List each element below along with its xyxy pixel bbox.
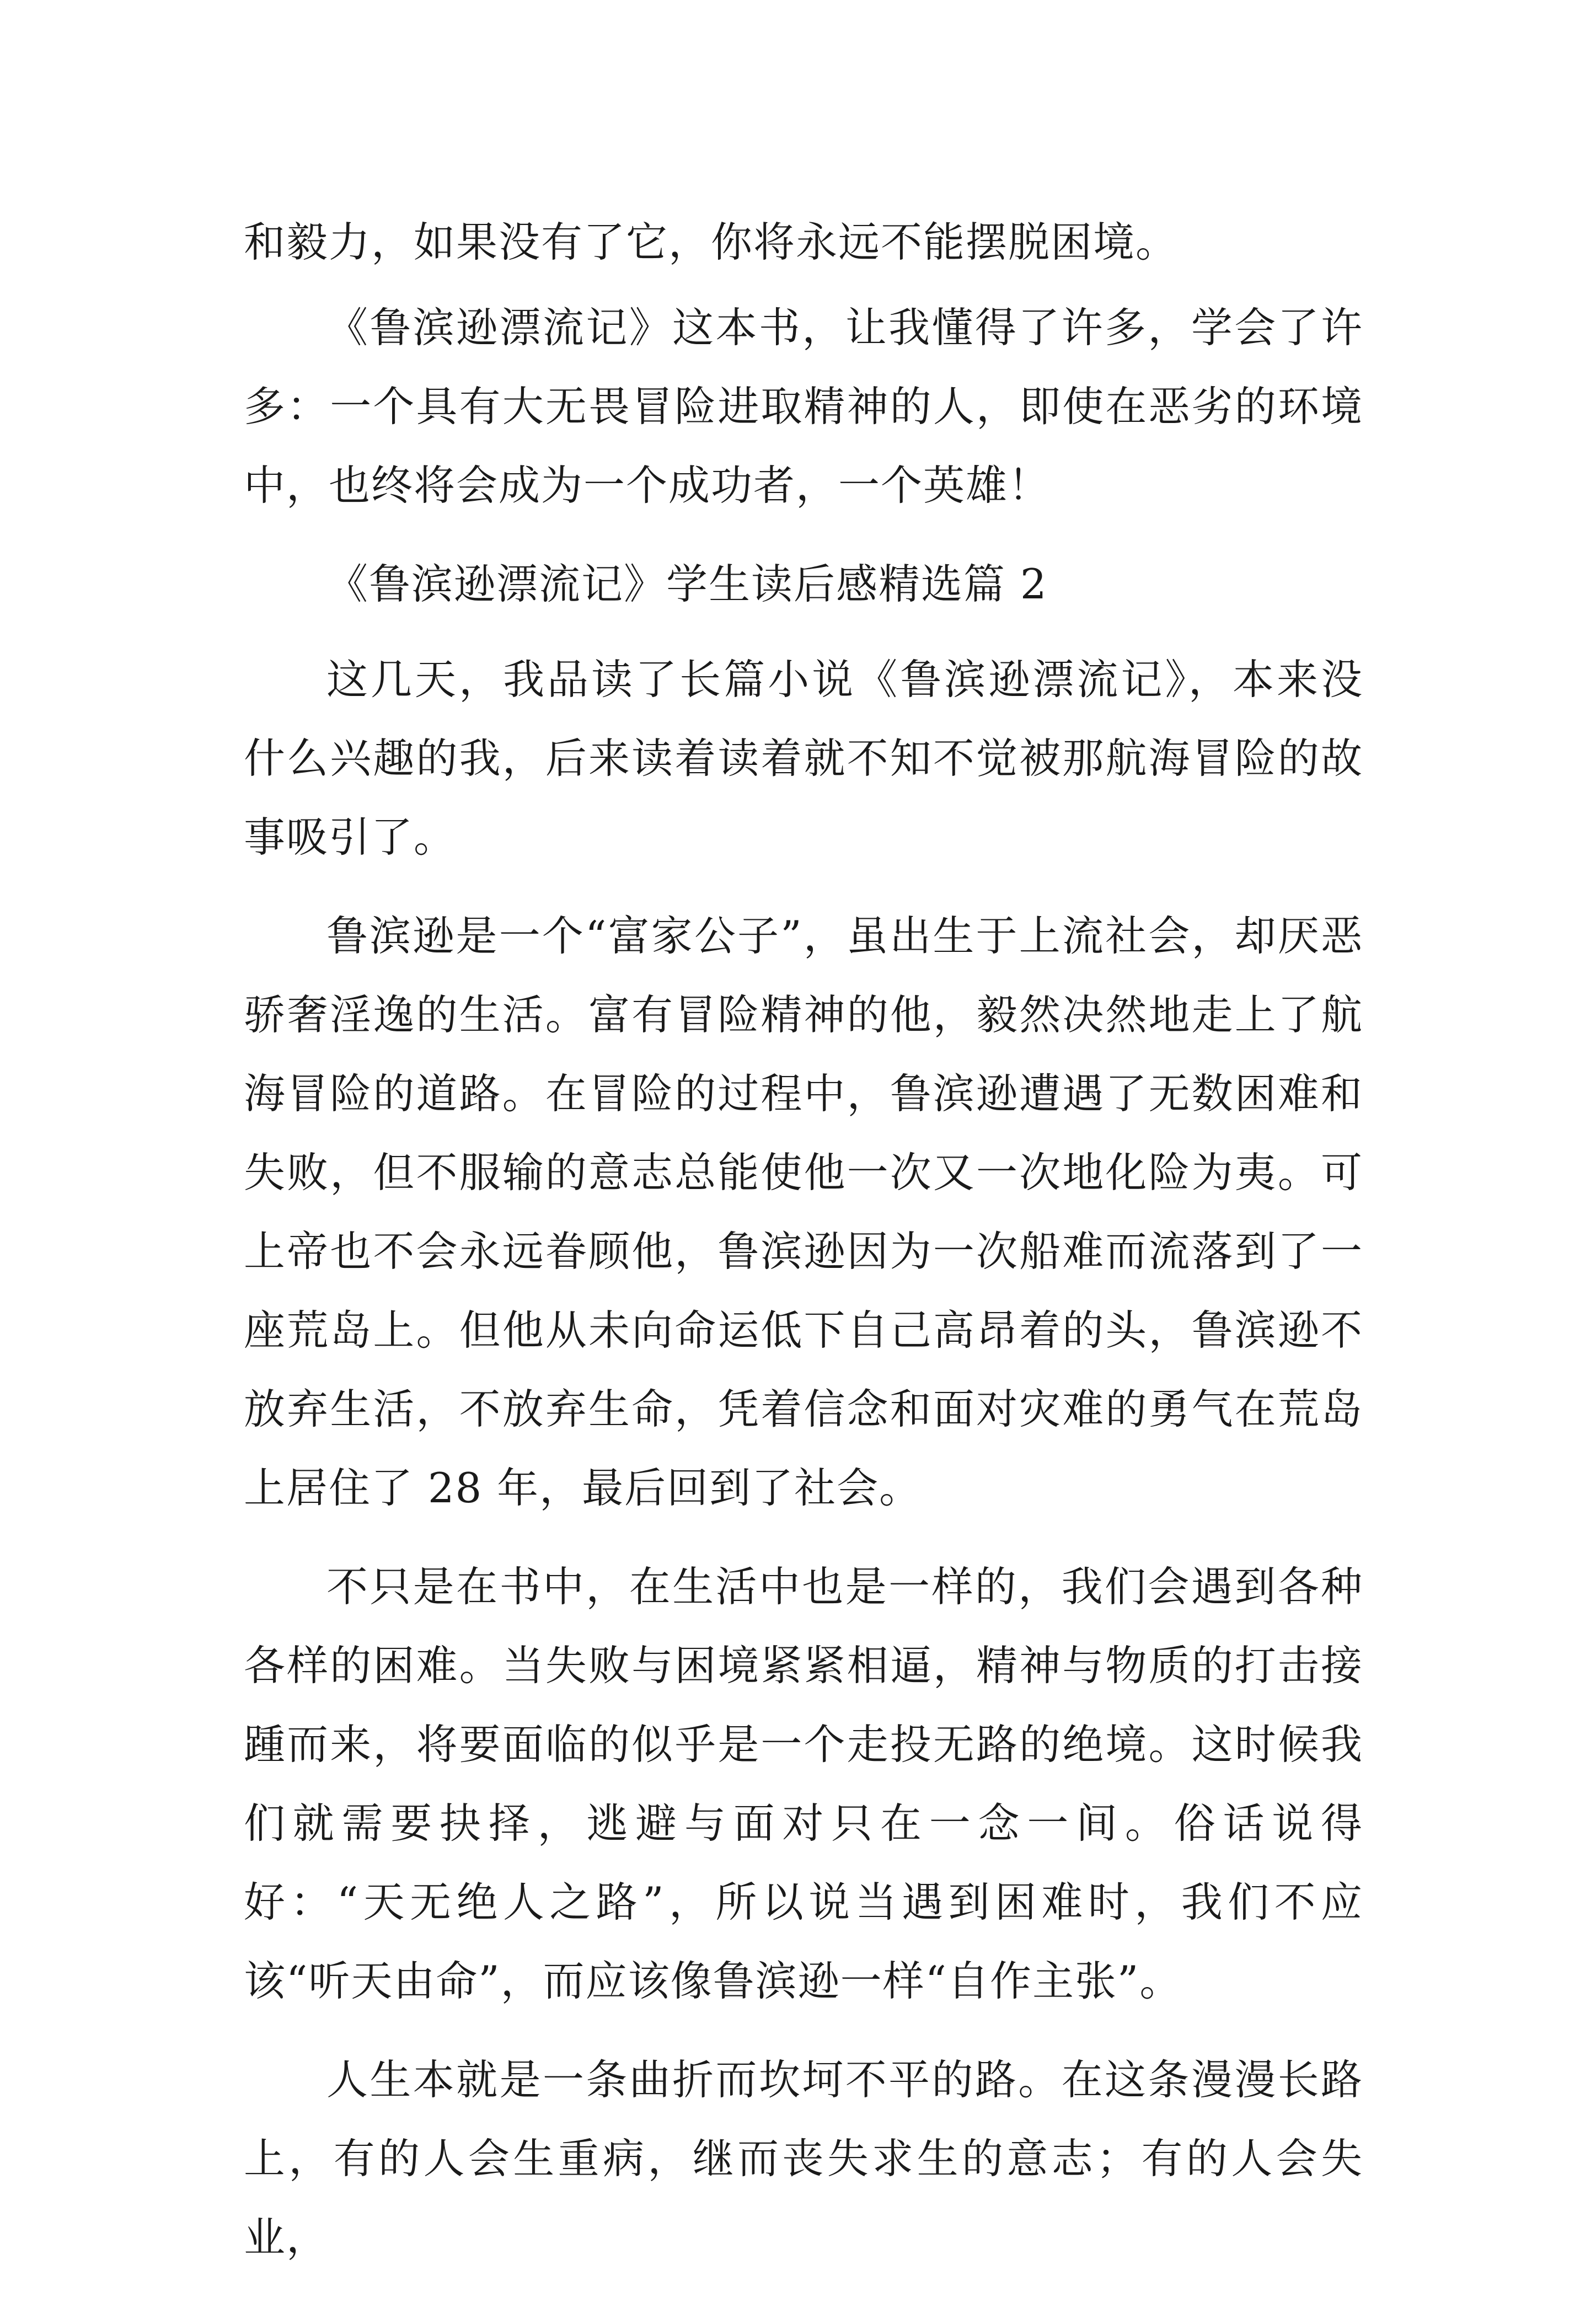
section-heading: 《鲁滨逊漂流记》学生读后感精选篇 2 <box>326 560 1048 608</box>
paragraph-life-road: 人生本就是一条曲折而坎坷不平的路。在这条漫漫长路上，有的人会生重病，继而丧失求生的意志；有的人会失业， <box>244 2055 1363 2262</box>
paragraph-book-lesson: 《鲁滨逊漂流记》这本书，让我懂得了许多，学会了许多：一个具有大无畏冒险进取精神的人，即使在恶劣的环境中，也终将会成为一个成功者，一个英雄！ <box>244 303 1363 510</box>
paragraph-life-reflection: 不只是在书中，在生活中也是一样的，我们会遇到各种各样的困难。当失败与困境紧紧相逼，精神与物质的打击接踵而来，将要面临的似乎是一个走投无路的绝境。这时候我们就需要抉择，逃避与面对只在一念一间。俗话说得好：“天无绝人之路”，所以说当遇到困难时，我们不应该“听天由命”，而应该像鲁滨逊一样“自作主张”。 <box>244 1562 1363 2005</box>
paragraph-intro: 这几天，我品读了长篇小说《鲁滨逊漂流记》，本来没什么兴趣的我，后来读着读着就不知不觉被那航海冒险的故事吸引了。 <box>244 655 1363 861</box>
paragraph-continuation: 和毅力，如果没有了它，你将永远不能摆脱困境。 <box>244 218 1179 266</box>
paragraph-story-summary: 鲁滨逊是一个“富家公子”，虽出生于上流社会，却厌恶骄奢淫逸的生活。富有冒险精神的他，毅然决然地走上了航海冒险的道路。在冒险的过程中，鲁滨逊遭遇了无数困难和失败，但不服输的意志总能使他一次又一次地化险为夷。可上帝也不会永远眷顾他，鲁滨逊因为一次船难而流落到了一座荒岛上。但他从未向命运低下自己高昂着的头，鲁滨逊不放弃生活，不放弃生命，凭着信念和面对灾难的勇气在荒岛上居住了 28 年，最后回到了社会。 <box>244 912 1363 1512</box>
document-body <box>244 203 1363 2297</box>
